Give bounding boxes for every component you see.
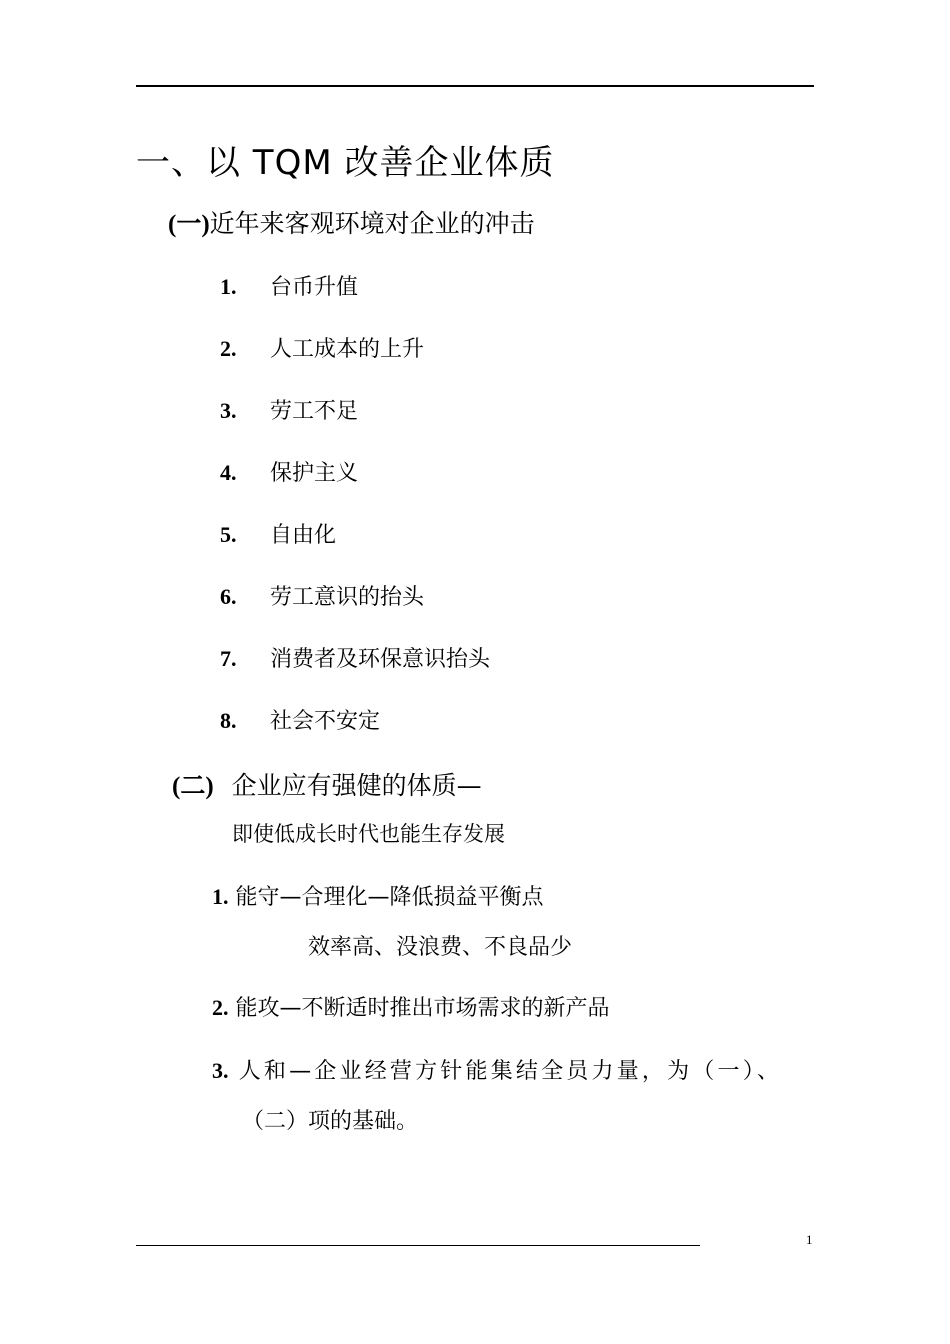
- list-item: 6. 劳工意识的抬头: [220, 584, 425, 610]
- list-item: 2. 人工成本的上升: [220, 336, 425, 362]
- section-2-subtitle: 即使低成长时代也能生存发展: [232, 822, 505, 846]
- footer-rule: [136, 1245, 700, 1246]
- list-item: 4. 保护主义: [220, 460, 359, 486]
- point-3: 3. 人和—企业经营方针能集结全员力量，为（一）、: [212, 1058, 783, 1084]
- page-number: 1: [806, 1232, 813, 1247]
- section-1-heading: [168, 211, 535, 237]
- list-item: 5. 自由化: [220, 522, 337, 548]
- list-item: 7. 消费者及环保意识抬头: [220, 646, 491, 672]
- section-1-label: (一): [168, 211, 210, 238]
- point-3-continuation: （二）项的基础。: [242, 1109, 419, 1134]
- list-item: 8. 社会不安定: [220, 708, 381, 734]
- section-1-text: 近年来客观环境对企业的冲击: [209, 209, 535, 238]
- header-rule: [136, 85, 814, 87]
- list-item: 3. 劳工不足: [220, 398, 359, 424]
- point-1-continuation: 效率高、没浪费、不良品少: [308, 935, 573, 960]
- point-1: 1. 能守—合理化—降低损益平衡点: [212, 884, 544, 910]
- section-2-text: 企业应有强健的体质—: [231, 771, 482, 800]
- section-2-label: (二): [172, 773, 214, 800]
- section-2-heading: [172, 773, 482, 799]
- page-title: 一、以 TQM 改善企业体质: [136, 143, 555, 183]
- point-2: 2. 能攻—不断适时推出市场需求的新产品: [212, 995, 610, 1021]
- list-item: 1. 台币升值: [220, 274, 359, 300]
